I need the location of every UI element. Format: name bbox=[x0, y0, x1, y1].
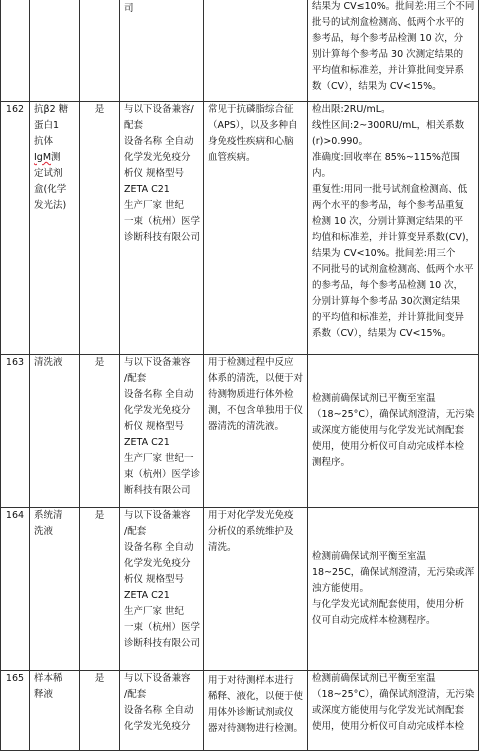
product-name-line: 洗液 bbox=[34, 526, 54, 537]
performance-spec-line: （18~25°C），确保试剂澄清，无污染 bbox=[312, 409, 475, 420]
device-compatibility-cell bbox=[120, 508, 204, 671]
performance-spec-cell bbox=[308, 102, 479, 355]
device-line: 司 bbox=[124, 3, 134, 14]
intended-use-line: 器对待测物进行检测。 bbox=[208, 723, 304, 734]
device-line: 与以下设备兼容 bbox=[124, 357, 191, 368]
performance-spec-cell bbox=[308, 508, 479, 671]
performance-spec-line: 18~25C，确保试剂澄清，无污染或浑 bbox=[312, 567, 475, 578]
intended-use-cell bbox=[204, 355, 308, 508]
table-row bbox=[1, 671, 479, 751]
compatible-flag: 是 bbox=[80, 508, 120, 671]
performance-spec-line: （18~25°C），确保试剂澄清，无污染 bbox=[312, 689, 475, 700]
row-number: 164 bbox=[1, 508, 30, 671]
compatible-flag: 是 bbox=[80, 102, 120, 355]
performance-spec-line: 仪可自动完成样本检测程序。 bbox=[312, 615, 436, 626]
intended-use-line: 分析仪的系统维护及 bbox=[208, 526, 294, 537]
performance-spec-line: 均值和标准差，并计算变异系数(CV)， bbox=[312, 232, 476, 243]
performance-spec-line: 检测前确保试剂已平衡至室温 bbox=[312, 393, 436, 404]
intended-use-line: 常见于抗磷脂综合征 bbox=[208, 104, 294, 115]
device-line: 析仪 规格型号 bbox=[124, 574, 185, 585]
intended-use-line: 清洗。 bbox=[208, 542, 237, 553]
performance-spec-cell bbox=[308, 0, 479, 102]
intended-use-line: 用体外诊断试剂或仪 bbox=[208, 707, 294, 718]
product-name-line: IgM测 bbox=[34, 152, 61, 163]
compatible-flag: 是 bbox=[80, 671, 120, 751]
intended-use-line: 稀释、液化，以便于使 bbox=[208, 691, 304, 702]
table-row bbox=[1, 0, 479, 102]
device-line: 化学发光免疫分 bbox=[124, 405, 191, 416]
intended-use-cell bbox=[204, 102, 308, 355]
performance-spec-line: 准确度:回收率在 85%~115%范围 bbox=[312, 152, 460, 163]
row-number: 162 bbox=[1, 102, 30, 355]
performance-spec-line: 或深度方能使用与化学发光试剂配套 bbox=[312, 705, 465, 716]
performance-spec-line: 系数（CV），结果为 CV<15%。 bbox=[312, 328, 452, 339]
intended-use-cell bbox=[204, 508, 308, 671]
device-line: 生产厂家 世纪一 bbox=[124, 453, 194, 464]
performance-spec-line: 的平均值和标准差，并计算批间变异 bbox=[312, 312, 465, 323]
device-line: ZETA C21 bbox=[124, 590, 170, 601]
product-name-line: 清洗液 bbox=[34, 357, 63, 368]
device-compatibility-cell bbox=[120, 355, 204, 508]
device-line: /配套 bbox=[124, 373, 147, 384]
performance-spec-line: (r)>0.990。 bbox=[312, 136, 368, 147]
device-line: 化学发光免疫分 bbox=[124, 721, 191, 732]
product-name-line: 系统清 bbox=[34, 510, 63, 521]
intended-use-cell bbox=[204, 671, 308, 751]
performance-spec-line: 结果为 CV≤10%。批间差:用三个不同 bbox=[312, 1, 475, 12]
device-line: 设备名称 全自动 bbox=[124, 705, 194, 716]
performance-spec-line: 重复性:用同一批号试剂盒检测高、低 bbox=[312, 184, 468, 195]
device-line: 与以下设备兼容 bbox=[124, 510, 191, 521]
device-line: 一束（杭州）医学 bbox=[124, 216, 201, 227]
device-line: 化学发光免疫分 bbox=[124, 152, 191, 163]
device-line: ZETA C21 bbox=[124, 184, 170, 195]
performance-spec-line: 平均值和标准差，并计算批间变异系 bbox=[312, 65, 465, 76]
table-row bbox=[1, 508, 479, 671]
performance-spec-line: 的参考品，每个参考品检测 10 次， bbox=[312, 280, 464, 291]
row-number: 165 bbox=[1, 671, 30, 751]
intended-use-line: 血管疾病。 bbox=[208, 152, 256, 163]
performance-spec-line: 结果为 CV<10%。批间差:用三个 bbox=[312, 248, 456, 259]
product-name-line: 释液 bbox=[34, 689, 54, 700]
device-compatibility-cell bbox=[120, 671, 204, 751]
row-number: 163 bbox=[1, 355, 30, 508]
row-number bbox=[1, 0, 30, 102]
product-name-line: 抗β2 糖 bbox=[34, 104, 69, 115]
device-line: 诊断科技有限公司 bbox=[124, 232, 201, 243]
product-name-line: 蛋白1 bbox=[34, 120, 60, 131]
performance-spec-line: 批号的试剂盒检测高、低两个水平的 bbox=[312, 17, 465, 28]
device-line: 设备名称 全自动 bbox=[124, 542, 194, 553]
product-name-cell bbox=[30, 671, 80, 751]
device-line: ZETA C21 bbox=[124, 437, 170, 448]
intended-use-line: 身免疫性疾病和心脑 bbox=[208, 136, 294, 147]
device-line: 设备名称 全自动 bbox=[124, 136, 194, 147]
performance-spec-line: 两个水平的参考品，每个参考品重复 bbox=[312, 200, 465, 211]
performance-spec-line: 不同批号的试剂盒检测高、低两个水平 bbox=[312, 264, 474, 275]
device-line: /配套 bbox=[124, 526, 147, 537]
device-line: 一束（杭州）医学 bbox=[124, 622, 201, 633]
product-name-line: 样本稀 bbox=[34, 673, 63, 684]
device-line: 析仪 规格型号 bbox=[124, 168, 185, 179]
performance-spec-line: 别计算每个参考品 30 次测定结果的 bbox=[312, 49, 464, 60]
device-line: 化学发光免疫分 bbox=[124, 558, 191, 569]
intended-use-line: 测，不包含单独用于仪 bbox=[208, 405, 304, 416]
device-line: 析仪 规格型号 bbox=[124, 421, 185, 432]
performance-spec-line: 内。 bbox=[312, 168, 332, 179]
performance-spec-line: 或深度方能使用与化学发光试剂配套 bbox=[312, 425, 465, 436]
device-line: 配套 bbox=[124, 120, 144, 131]
performance-spec-line: 检测前确保试剂已平衡至室温 bbox=[312, 673, 436, 684]
device-line: 断科技有限公司 bbox=[124, 485, 191, 496]
performance-spec-line: 数（CV），结果为 CV<15%。 bbox=[312, 81, 442, 92]
performance-spec-line: 测程序。 bbox=[312, 457, 351, 468]
device-line: 与以下设备兼容/ bbox=[124, 104, 194, 115]
device-line: /配套 bbox=[124, 689, 147, 700]
device-line: 生产厂家 世纪 bbox=[124, 606, 185, 617]
compatible-flag bbox=[80, 0, 120, 102]
intended-use-line: 用于对待测样本进行 bbox=[208, 675, 294, 686]
device-line: 与以下设备兼容 bbox=[124, 673, 191, 684]
performance-spec-line: 使用，使用分析仪可自动完成样本检 bbox=[312, 721, 465, 732]
product-name-line: 盒(化学 bbox=[34, 184, 67, 195]
product-name-cell bbox=[30, 0, 80, 102]
product-name-line: 定试剂 bbox=[34, 168, 63, 179]
table-row bbox=[1, 102, 479, 355]
performance-spec-line: 检出限:2RU/mL。 bbox=[312, 104, 391, 115]
device-line: 设备名称 全自动 bbox=[124, 389, 194, 400]
product-name-cell bbox=[30, 102, 80, 355]
device-line: 生产厂家 世纪 bbox=[124, 200, 185, 211]
performance-spec-line: 检测 10 次，分别计算测定结果的平 bbox=[312, 216, 464, 227]
intended-use-line: 用于对化学发光免疫 bbox=[208, 510, 294, 521]
device-compatibility-cell bbox=[120, 102, 204, 355]
compatible-flag: 是 bbox=[80, 355, 120, 508]
product-name-line: 抗体 bbox=[34, 136, 54, 147]
performance-spec-line: 分别计算每个参考品 30次测定结果 bbox=[312, 296, 461, 307]
intended-use-line: 器清洗的清洗液。 bbox=[208, 421, 285, 432]
table-row bbox=[1, 355, 479, 508]
intended-use-line: 体系的清洗，以便于对 bbox=[208, 373, 304, 384]
performance-spec-line: 检测前确保试剂平衡至室温 bbox=[312, 551, 427, 562]
performance-spec-line: 参考品，每个参考品检测 10 次，分 bbox=[312, 33, 464, 44]
intended-use-line: 待测物质进行体外检 bbox=[208, 389, 294, 400]
performance-spec-cell bbox=[308, 355, 479, 508]
device-line: 束（杭州）医学诊 bbox=[124, 469, 201, 480]
intended-use-line: 用于检测过程中反应 bbox=[208, 357, 294, 368]
performance-spec-cell bbox=[308, 671, 479, 751]
intended-use-cell bbox=[204, 0, 308, 102]
product-name-cell bbox=[30, 355, 80, 508]
performance-spec-line: 线性区间:2~300RU/mL，相关系数 bbox=[312, 120, 465, 131]
device-line: 诊断科技有限公司 bbox=[124, 638, 201, 649]
device-compatibility-cell bbox=[120, 0, 204, 102]
performance-spec-line: 浊方能使用。 bbox=[312, 583, 370, 594]
product-name-line: 发光法) bbox=[34, 200, 67, 211]
product-name-cell bbox=[30, 508, 80, 671]
intended-use-line: （APS），以及多种自 bbox=[208, 120, 298, 131]
performance-spec-line: 使用，使用分析仪可自动完成样本检 bbox=[312, 441, 465, 452]
performance-spec-line: 与化学发光试剂配套使用，使用分析 bbox=[312, 599, 465, 610]
